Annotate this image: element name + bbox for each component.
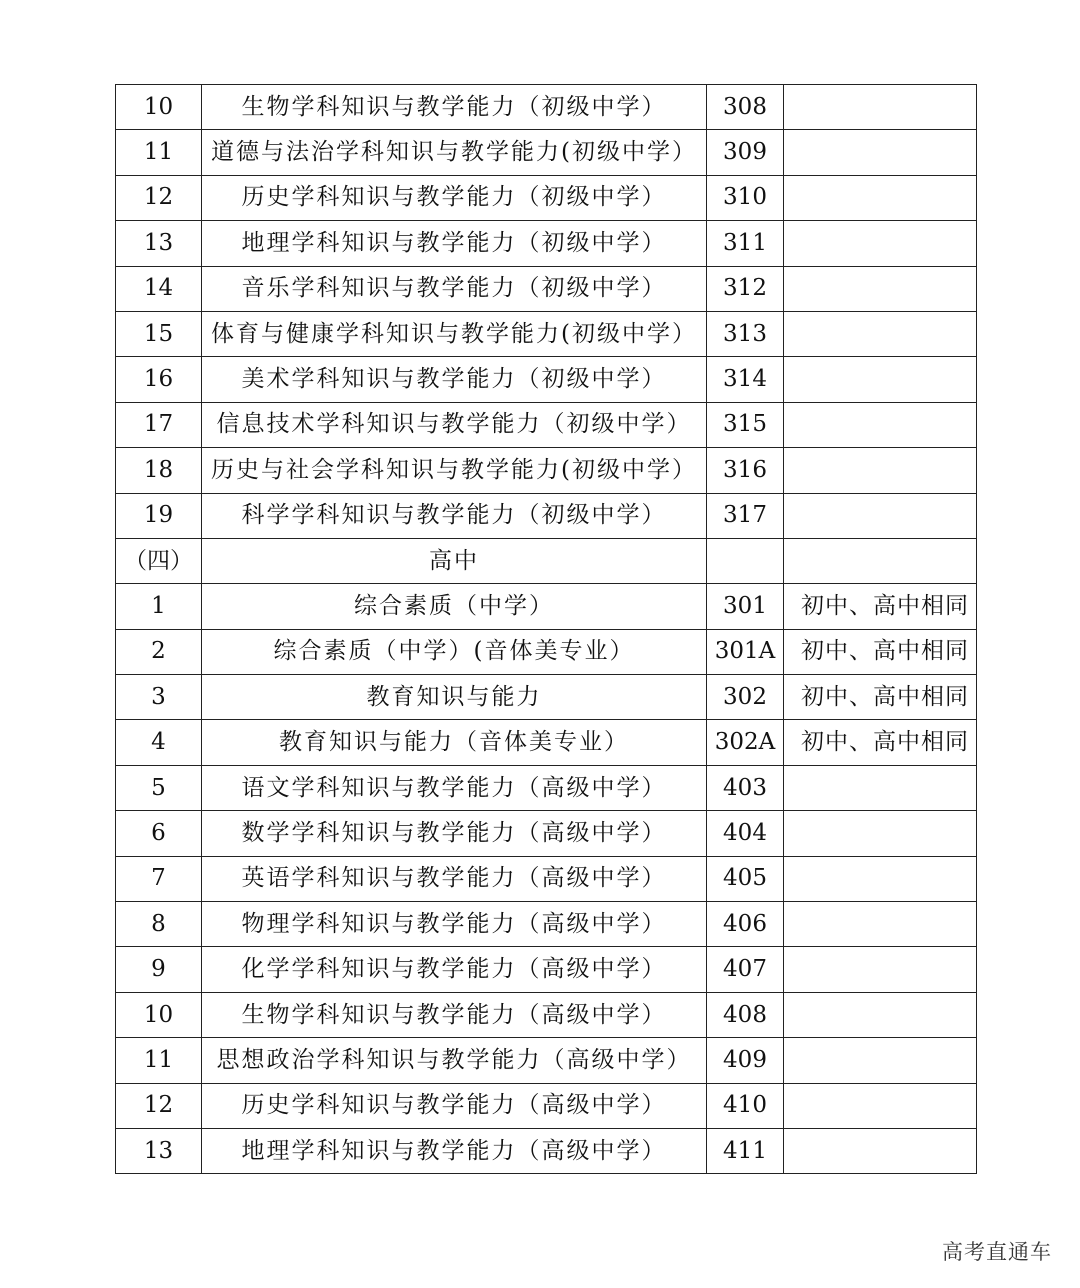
watermark-text: 高考直通车 bbox=[942, 1240, 1052, 1264]
row-index: 16 bbox=[116, 357, 202, 402]
subject-code: 314 bbox=[707, 357, 784, 402]
subject-code: 309 bbox=[707, 130, 784, 175]
subject-note bbox=[784, 947, 977, 992]
subject-note bbox=[784, 357, 977, 402]
subject-name: 化学学科知识与教学能力（高级中学） bbox=[202, 947, 707, 992]
subject-code: 409 bbox=[707, 1038, 784, 1083]
table-row bbox=[116, 902, 977, 947]
row-index: 3 bbox=[116, 675, 202, 720]
row-index: 19 bbox=[116, 493, 202, 538]
table-row bbox=[116, 130, 977, 175]
subject-name: 英语学科知识与教学能力（高级中学） bbox=[202, 856, 707, 901]
subject-note bbox=[784, 811, 977, 856]
row-index: 11 bbox=[116, 1038, 202, 1083]
table-row bbox=[116, 584, 977, 629]
subject-code: 312 bbox=[707, 266, 784, 311]
subject-code: 403 bbox=[707, 765, 784, 810]
subject-note: 初中、高中相同 bbox=[784, 675, 977, 720]
row-index: 14 bbox=[116, 266, 202, 311]
table-row bbox=[116, 175, 977, 220]
subject-note bbox=[784, 856, 977, 901]
subject-name: 语文学科知识与教学能力（高级中学） bbox=[202, 765, 707, 810]
table-row bbox=[116, 85, 977, 130]
table-row bbox=[116, 266, 977, 311]
subject-code: 411 bbox=[707, 1128, 784, 1173]
subject-name: 音乐学科知识与教学能力（初级中学） bbox=[202, 266, 707, 311]
table-row bbox=[116, 221, 977, 266]
table-row bbox=[116, 357, 977, 402]
subject-note bbox=[784, 130, 977, 175]
subject-note bbox=[784, 1038, 977, 1083]
table-row bbox=[116, 1128, 977, 1173]
row-index: 11 bbox=[116, 130, 202, 175]
row-index: 1 bbox=[116, 584, 202, 629]
row-index: 12 bbox=[116, 1083, 202, 1128]
subject-code: 404 bbox=[707, 811, 784, 856]
exam-subject-table bbox=[115, 84, 977, 1174]
subject-note bbox=[784, 493, 977, 538]
table-row bbox=[116, 448, 977, 493]
row-index: 17 bbox=[116, 402, 202, 447]
subject-code: 315 bbox=[707, 402, 784, 447]
subject-code: 410 bbox=[707, 1083, 784, 1128]
row-index: 10 bbox=[116, 85, 202, 130]
subject-name: 历史学科知识与教学能力（高级中学） bbox=[202, 1083, 707, 1128]
subject-name: 历史与社会学科知识与教学能力(初级中学） bbox=[202, 448, 707, 493]
subject-note bbox=[784, 992, 977, 1037]
table-row bbox=[116, 765, 977, 810]
subject-name: 地理学科知识与教学能力（初级中学） bbox=[202, 221, 707, 266]
subject-name: 生物学科知识与教学能力（初级中学） bbox=[202, 85, 707, 130]
subject-name: 教育知识与能力（音体美专业） bbox=[202, 720, 707, 765]
table-row bbox=[116, 1083, 977, 1128]
subject-note bbox=[784, 175, 977, 220]
subject-note bbox=[784, 1128, 977, 1173]
section-title: 高中 bbox=[202, 538, 707, 583]
subject-name: 信息技术学科知识与教学能力（初级中学） bbox=[202, 402, 707, 447]
subject-code: 408 bbox=[707, 992, 784, 1037]
table-row bbox=[116, 1038, 977, 1083]
subject-note bbox=[784, 538, 977, 583]
subject-code: 301A bbox=[707, 629, 784, 674]
row-index: 2 bbox=[116, 629, 202, 674]
row-index: 13 bbox=[116, 1128, 202, 1173]
row-index: 18 bbox=[116, 448, 202, 493]
row-index: 13 bbox=[116, 221, 202, 266]
row-index: 7 bbox=[116, 856, 202, 901]
subject-name: 综合素质（中学）(音体美专业） bbox=[202, 629, 707, 674]
subject-note bbox=[784, 221, 977, 266]
row-index: 4 bbox=[116, 720, 202, 765]
subject-name: 历史学科知识与教学能力（初级中学） bbox=[202, 175, 707, 220]
row-index: 8 bbox=[116, 902, 202, 947]
table-row bbox=[116, 811, 977, 856]
subject-code: 308 bbox=[707, 85, 784, 130]
row-index: 6 bbox=[116, 811, 202, 856]
row-index: 9 bbox=[116, 947, 202, 992]
subject-code: 317 bbox=[707, 493, 784, 538]
subject-note: 初中、高中相同 bbox=[784, 584, 977, 629]
table-row bbox=[116, 402, 977, 447]
subject-note bbox=[784, 85, 977, 130]
subject-code: 407 bbox=[707, 947, 784, 992]
table-row bbox=[116, 493, 977, 538]
subject-name: 科学学科知识与教学能力（初级中学） bbox=[202, 493, 707, 538]
subject-code: 313 bbox=[707, 311, 784, 356]
subject-name: 道德与法治学科知识与教学能力(初级中学） bbox=[202, 130, 707, 175]
subject-name: 物理学科知识与教学能力（高级中学） bbox=[202, 902, 707, 947]
subject-code: 311 bbox=[707, 221, 784, 266]
subject-code: 310 bbox=[707, 175, 784, 220]
row-index: 15 bbox=[116, 311, 202, 356]
subject-name: 生物学科知识与教学能力（高级中学） bbox=[202, 992, 707, 1037]
table-body bbox=[116, 85, 977, 1174]
subject-code: 405 bbox=[707, 856, 784, 901]
subject-code: 406 bbox=[707, 902, 784, 947]
subject-note bbox=[784, 448, 977, 493]
subject-name: 地理学科知识与教学能力（高级中学） bbox=[202, 1128, 707, 1173]
subject-code: 316 bbox=[707, 448, 784, 493]
subject-note bbox=[784, 1083, 977, 1128]
subject-note bbox=[784, 266, 977, 311]
subject-name: 综合素质（中学） bbox=[202, 584, 707, 629]
subject-note bbox=[784, 402, 977, 447]
row-index: 5 bbox=[116, 765, 202, 810]
subject-note bbox=[784, 765, 977, 810]
table-row bbox=[116, 856, 977, 901]
subject-code: 302 bbox=[707, 675, 784, 720]
table-row bbox=[116, 992, 977, 1037]
subject-name: 美术学科知识与教学能力（初级中学） bbox=[202, 357, 707, 402]
subject-note: 初中、高中相同 bbox=[784, 629, 977, 674]
section-header-row bbox=[116, 538, 977, 583]
subject-name: 思想政治学科知识与教学能力（高级中学） bbox=[202, 1038, 707, 1083]
subject-note bbox=[784, 311, 977, 356]
table-row bbox=[116, 947, 977, 992]
section-index: （四） bbox=[116, 538, 202, 583]
row-index: 12 bbox=[116, 175, 202, 220]
table-row bbox=[116, 311, 977, 356]
subject-name: 体育与健康学科知识与教学能力(初级中学） bbox=[202, 311, 707, 356]
subject-name: 数学学科知识与教学能力（高级中学） bbox=[202, 811, 707, 856]
subject-code bbox=[707, 538, 784, 583]
table-row bbox=[116, 720, 977, 765]
table-row bbox=[116, 629, 977, 674]
row-index: 10 bbox=[116, 992, 202, 1037]
subject-code: 302A bbox=[707, 720, 784, 765]
subject-code: 301 bbox=[707, 584, 784, 629]
subject-name: 教育知识与能力 bbox=[202, 675, 707, 720]
table-row bbox=[116, 675, 977, 720]
subject-note: 初中、高中相同 bbox=[784, 720, 977, 765]
subject-note bbox=[784, 902, 977, 947]
